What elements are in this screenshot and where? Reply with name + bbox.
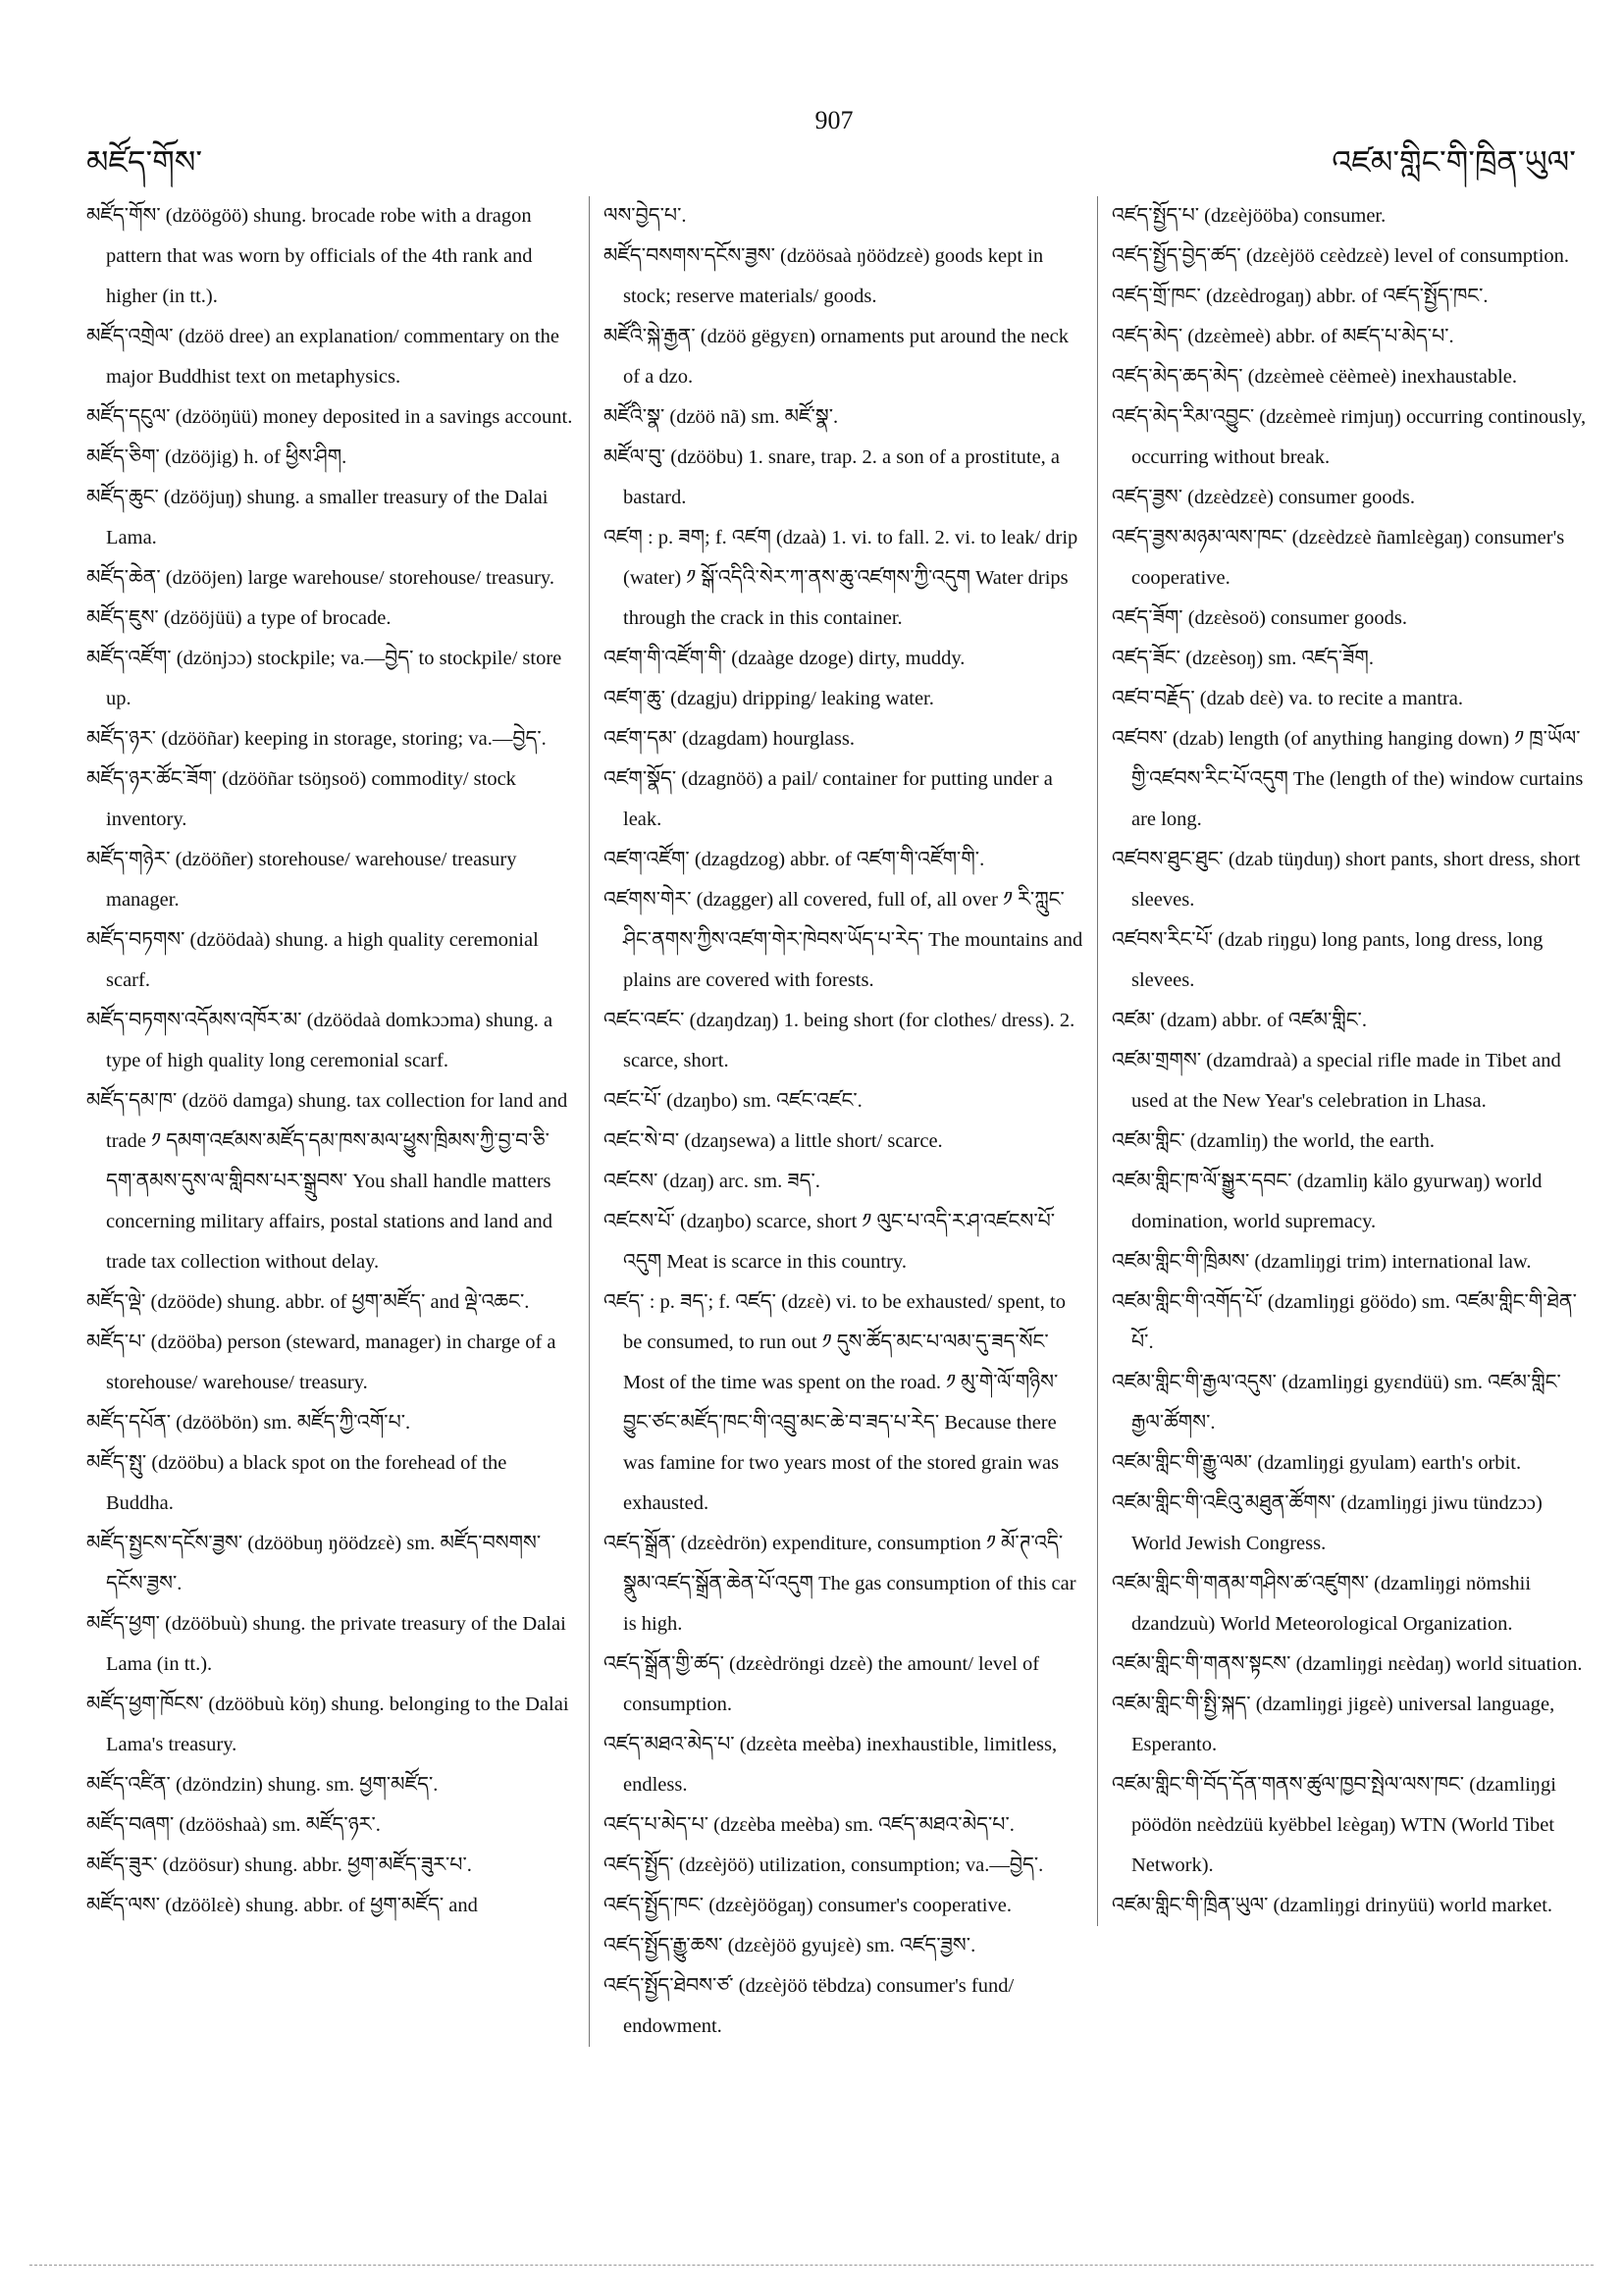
dictionary-entry: མཛོད་ཇུས་ (dzööjüü) a type of brocade. [86, 607, 392, 629]
dictionary-entry: མཛོད་ལས་ (dzöölεè) shung. abbr. of ཕྱག་མཛོད་ and [86, 1895, 478, 1916]
dictionary-entry: མཛོད་ཕྱག་ (dzööbuù) shung. the private treasury of the Dalai Lama (in tt.). [86, 1613, 566, 1675]
dictionary-entry: འཛད་སྒྲོན་ (dzεèdrön) expenditure, consumption ༡ མོ་ཊ་འདི་སྣུམ་འཛད་སྒྲོན་ཆེན་པོ་འདུག The gas consumption of this car is high. [603, 1533, 1076, 1635]
dictionary-entry: འཛད་སྤྱོད་རྒྱུ་ཆས་ (dzεèjöö gyujεè) sm. འཛད་ཟྱས་. [603, 1935, 976, 1957]
dictionary-entry: མཛོད་སྤུ་ (dzööbu) a black spot on the forehead of the Buddha. [86, 1452, 507, 1514]
dictionary-entry: འཛབ་བརྗོད་ (dzab dεè) va. to recite a mantra. [1112, 688, 1463, 709]
dictionary-entry: འཛད་སྒྲོན་གྱི་ཚད་ (dzεèdröngi dzεè) the amount/ level of consumption. [603, 1653, 1040, 1715]
dictionary-entry: འཛད་སྤྱོད་ཐེབས་ཙ་ (dzεèjöö tëbdza) consumer's fund/ endowment. [603, 1975, 1015, 2037]
dictionary-entry: འཛག་སྣོད་ (dzagnöö) a pail/ container for putting under a leak. [603, 768, 1053, 830]
dictionary-entry: འཛད་སྤྱོད་པ་ (dzεèjööba) consumer. [1112, 205, 1387, 227]
column-middle [589, 196, 1085, 2047]
dictionary-entry: འཛམ་གླིང་ཁ་ལོ་སྒྱུར་དབང་ (dzamliŋ kälo gyurwaŋ) world domination, world supremacy. [1112, 1171, 1543, 1232]
dictionary-entry: མཛོའི་སྣ་ (dzöö nã) sm. མཛོ་སྣ་. [603, 406, 839, 428]
dictionary-entry: འཛད་སྤྱོད་ཁང་ (dzεèjöögaŋ) consumer's cooperative. [603, 1895, 1012, 1916]
dictionary-entry: འཛམ་གླིང་ (dzamliŋ) the world, the earth. [1112, 1130, 1436, 1152]
dictionary-entry: མཛོའི་སྐེ་རྒྱན་ (dzöö gëgyεn) ornaments put around the neck of a dzo. [603, 326, 1069, 388]
dictionary-entry: མཛོད་ཉར་ (dzööñar) keeping in storage, storing; va.—བྱེད་. [86, 728, 547, 750]
dictionary-entry: འཛད་ : p. ཟད་; f. འཛད་ (dzεè) vi. to be exhausted/ spent, to be consumed, to run out ༡ དུས་ཚོད་མང་པ་ལམ་དུ་ཟད་སོང་ Most of the time was spent on the road. ༡ མུ་གེ་ལོ་གཉིས་བྱུང་ཙང་མཛོད་ཁང་གི་འབྲུ་མང་ཆེ་བ་ཟད་པ་རེད་ Because there was famine for two years most of the stored grain was exhausted. [603, 1291, 1066, 1514]
dictionary-entry: མཛོད་སྤྱངས་དངོས་ཟྱས་ (dzööbuŋ ŋöödzεè) sm. མཛོད་བསགས་དངོས་ཟྱས་. [86, 1533, 542, 1594]
page-header [0, 106, 1623, 180]
dictionary-entry: འཛམ་གླིང་གི་འགོད་པོ་ (dzamliŋgi göödo) sm. འཛམ་གླིང་གི་ཐེན་པོ་. [1112, 1291, 1577, 1353]
dictionary-entry: འཛམ་གླིང་གི་འཇིའུ་མཐུན་ཚོགས་ (dzamliŋgi jiwu tündzɔɔ) World Jewish Congress. [1112, 1492, 1543, 1554]
dictionary-entry: མཛོད་གཉེར་ (dzööñer) storehouse/ warehouse/ treasury manager. [86, 849, 517, 911]
dictionary-entry: མཛོད་འགྲེལ་ (dzöö dree) an explanation/ commentary on the major Buddhist text on metaphysics. [86, 326, 559, 388]
dictionary-entry: འཛབས་ (dzab) length (of anything hanging down) ༡ ཁྲ་ཡོལ་གྱི་འཛབས་རིང་པོ་འདུག The (length of the) window curtains are long. [1112, 728, 1584, 830]
dictionary-entry: འཛམ་གླིང་གི་ཁྲིན་ཡུལ་ (dzamliŋgi drinyüü) world market. [1112, 1895, 1553, 1916]
dictionary-entry: འཛམ་གླིང་གི་བོད་དོན་གནས་ཚུལ་ཁྱབ་སྤེལ་ལས་ཁང་ (dzamliŋgi pöödön nεèdzüü kyëbbel lεègaŋ) WTN (World Tibet Network). [1112, 1774, 1556, 1876]
dictionary-entry: མཛོད་ཅིག་ (dzööjig) h. of ཕྱིས་ཤིག. [86, 446, 347, 468]
footer-rule [29, 2265, 1594, 2266]
column-right [1097, 196, 1589, 1926]
dictionary-entry: འཛག་འཛོག་ (dzagdzog) abbr. of འཛག་གི་འཛོག་གི་. [603, 849, 985, 870]
dictionary-entry: འཛད་མཐའ་མེད་པ་ (dzεèta meèba) inexhaustible, limitless, endless. [603, 1734, 1058, 1796]
dictionary-entry: འཛམ་གྲགས་ (dzamdraà) a special rifle made in Tibet and used at the New Year's celebration in Lhasa. [1112, 1050, 1561, 1112]
dictionary-entry: མཛོད་དངུལ་ (dzööŋüü) money deposited in a savings account. [86, 406, 573, 428]
entry-continuation: ལས་བྱེད་པ་. [603, 205, 687, 227]
dictionary-entry: འཛག : p. ཟག; f. འཛག (dzaà) 1. vi. to fall. 2. vi. to leak/ drip (water) ༡ སྒོ་འདིའི་སེར་ཀ་ནས་ཆུ་འཛགས་ཀྱི་འདུག Water drips through the crack in this container. [603, 527, 1078, 629]
dictionary-entry: མཛོད་འཛིན་ (dzöndzin) shung. sm. ཕྱག་མཛོད་. [86, 1774, 439, 1796]
dictionary-entry: མཛོད་བསགས་དངོས་ཟྱས་ (dzöösaà ŋöödzεè) goods kept in stock; reserve materials/ goods. [603, 245, 1044, 307]
dictionary-entry: འཛངས་པོ་ (dzaŋbo) scarce, short ༡ ལུང་པ་འདི་ར་ཤ་འཛངས་པོ་འདུག Meat is scarce in this country. [603, 1211, 1056, 1273]
dictionary-entry: འཛད་ཟྱས་ (dzεèdzεè) consumer goods. [1112, 487, 1415, 508]
dictionary-entry: འཛམ་གླིང་གི་རྒྱུ་ལམ་ (dzamliŋgi gyulam) earth's orbit. [1112, 1452, 1522, 1474]
dictionary-entry: འཛམ་གླིང་གི་སྤྱི་སྐད་ (dzamliŋgi jigεè) universal language, Esperanto. [1112, 1694, 1555, 1755]
dictionary-entry: འཛབས་རིང་པོ་ (dzab riŋgu) long pants, long dress, long slevees. [1112, 929, 1544, 991]
dictionary-entry: མཛོད་བཏགས་འདོམས་འཁོར་མ་ (dzöödaà domkɔɔma) shung. a type of high quality long ceremonial scarf. [86, 1010, 553, 1071]
dictionary-entry: འཛངས་ (dzaŋ) arc. sm. ཟད་. [603, 1171, 820, 1192]
dictionary-entry: འཛད་ཟོང་ (dzεèsoŋ) sm. འཛད་ཟོག. [1112, 648, 1374, 669]
dictionary-entry: འཛད་མེད་རིམ་འབྱུང་ (dzεèmeè rimjuŋ) occurring continously, occurring without break. [1112, 406, 1587, 468]
dictionary-entry: འཛད་སྤྱོད་ (dzεèjöö) utilization, consumption; va.—བྱེད་. [603, 1854, 1044, 1876]
dictionary-entry: འཛང་སེ་བ་ (dzaŋsewa) a little short/ scarce. [603, 1130, 943, 1152]
column-left [86, 196, 577, 1926]
dictionary-entry: མཛོད་བཏགས་ (dzöödaà) shung. a high quality ceremonial scarf. [86, 929, 539, 991]
dictionary-entry: མཛོད་བཞག་ (dzööshaà) sm. མཛོད་ཉར་. [86, 1814, 381, 1836]
dictionary-entry: འཛད་གྲོ་ཁང་ (dzεèdrogaŋ) abbr. of འཛད་སྤྱོད་ཁང་. [1112, 286, 1489, 307]
header-right-guideword: འཛམ་གླིང་གི་ཁྲིན་ཡུལ་ [1332, 144, 1576, 180]
dictionary-entry: འཛམ་གླིང་གི་ཁྲིམས་ (dzamliŋgi trim) international law. [1112, 1251, 1532, 1273]
dictionary-entry: འཛག་གི་འཛོག་གི་ (dzaàge dzoge) dirty, muddy. [603, 648, 966, 669]
dictionary-entry: མཛོད་པ་ (dzööba) person (steward, manager) in charge of a storehouse/ warehouse/ treasury. [86, 1331, 556, 1393]
dictionary-entry: འཛམ་གླིང་གི་རྒྱལ་འདུས་ (dzamliŋgi gyεndüü) sm. འཛམ་གླིང་རྒྱལ་ཚོགས་. [1112, 1372, 1561, 1434]
dictionary-entry: མཛོད་ཆེན་ (dzööjen) large warehouse/ storehouse/ treasury. [86, 567, 554, 589]
dictionary-entry: འཛགས་གེར་ (dzagger) all covered, full of, all over ༡ རི་ཀླུང་ཤིང་ནགས་ཀྱིས་འཛག་གེར་ཁེབས་ཡོད་པ་རེད་ The mountains and plains are covered with forests. [603, 889, 1083, 991]
dictionary-entry: འཛང་པོ་ (dzaŋbo) sm. འཛང་འཛང་. [603, 1090, 863, 1112]
dictionary-entry: མཛོད་ཕྱག་ཁོངས་ (dzööbuù köŋ) shung. belonging to the Dalai Lama's treasury. [86, 1694, 569, 1755]
dictionary-entry: འཛམ་གླིང་གི་གནས་སྟངས་ (dzamliŋgi nεèdaŋ) world situation. [1112, 1653, 1583, 1675]
dictionary-entry: འཛད་མེད་ཆད་མེད་ (dzεèmeè cëèmeè) inexhaustable. [1112, 366, 1517, 388]
dictionary-entry: མཛོད་ལྡེ་ (dzööde) shung. abbr. of ཕྱག་མཛོད་ and ལྡེ་འཆང་. [86, 1291, 530, 1313]
dictionary-entry: མཛོད་ཉར་ཚོང་ཟོག་ (dzööñar tsöŋsoö) commodity/ stock inventory. [86, 768, 516, 830]
dictionary-entry: མཛོད་ཆུང་ (dzööjuŋ) shung. a smaller treasury of the Dalai Lama. [86, 487, 549, 548]
dictionary-entry: འཛད་མེད་ (dzεèmeè) abbr. of མཛད་པ་མེད་པ་. [1112, 326, 1454, 347]
dictionary-entry: འཛད་ཟོག་ (dzεèsoö) consumer goods. [1112, 607, 1407, 629]
dictionary-entry: འཛམ་གླིང་གི་གནམ་གཤིས་ཚ་འཛུགས་ (dzamliŋgi nömshii dzandzuù) World Meteorological Organization. [1112, 1573, 1532, 1635]
header-left-guideword: མཛོད་གོས་ [86, 144, 203, 180]
dictionary-entry: འཛམ་ (dzam) abbr. of འཛམ་གླིང་. [1112, 1010, 1367, 1031]
dictionary-entry: འཛད་པ་མེད་པ་ (dzεèba meèba) sm. འཛད་མཐའ་མེད་པ་. [603, 1814, 1015, 1836]
dictionary-entry: མཛོད་འཛོག་ (dzönjɔɔ) stockpile; va.—བྱེད་ to stockpile/ store up. [86, 648, 562, 709]
dictionary-entry: འཛད་སྤྱོད་བྱེད་ཚད་ (dzεèjöö cεèdzεè) level of consumption. [1112, 245, 1570, 267]
page-number: 907 [814, 106, 854, 134]
dictionary-entry: མཛོད་གོས་ (dzöögöö) shung. brocade robe with a dragon pattern that was worn by officials of the 4th rank and higher (in tt.). [86, 205, 533, 307]
dictionary-entry: འཛག་ཆུ་ (dzagju) dripping/ leaking water. [603, 688, 934, 709]
dictionary-entry: འཛག་དམ་ (dzagdam) hourglass. [603, 728, 855, 750]
dictionary-entry: མཛོད་དཔོན་ (dzööbön) sm. མཛོད་ཀྱི་འགོ་པ་. [86, 1412, 411, 1434]
dictionary-entry: མཛོལ་བུ་ (dzööbu) 1. snare, trap. 2. a son of a prostitute, a bastard. [603, 446, 1061, 508]
dictionary-entry: འཛང་འཛང་ (dzaŋdzaŋ) 1. being short (for clothes/ dress). 2. scarce, short. [603, 1010, 1075, 1071]
dictionary-entry: འཛད་ཟྱས་མཉམ་ལས་ཁང་ (dzεèdzεè ñamlεègaŋ) consumer's cooperative. [1112, 527, 1565, 589]
dictionary-entry: མཛོད་དམ་ཁ་ (dzöö damga) shung. tax collection for land and trade ༡ དམག་འཛམས་མཛོད་དམ་ཁས་མལ་ཕྱུས་ཁྲིམས་ཀྱི་བྱ་བ་ཅི་དག་ནམས་དུས་ལ་གླིབས་པར་སྒྲུབས་ You shall handle matters concerning military affairs, postal stations and land and trade tax collection without delay. [86, 1090, 568, 1273]
dictionary-entry: མཛོད་ཟུར་ (dzöösur) shung. abbr. ཕྱག་མཛོད་ཟུར་པ་. [86, 1854, 472, 1876]
dictionary-entry: འཛབས་ཐུང་ཐུང་ (dzab tüŋduŋ) short pants, short dress, short sleeves. [1112, 849, 1581, 911]
